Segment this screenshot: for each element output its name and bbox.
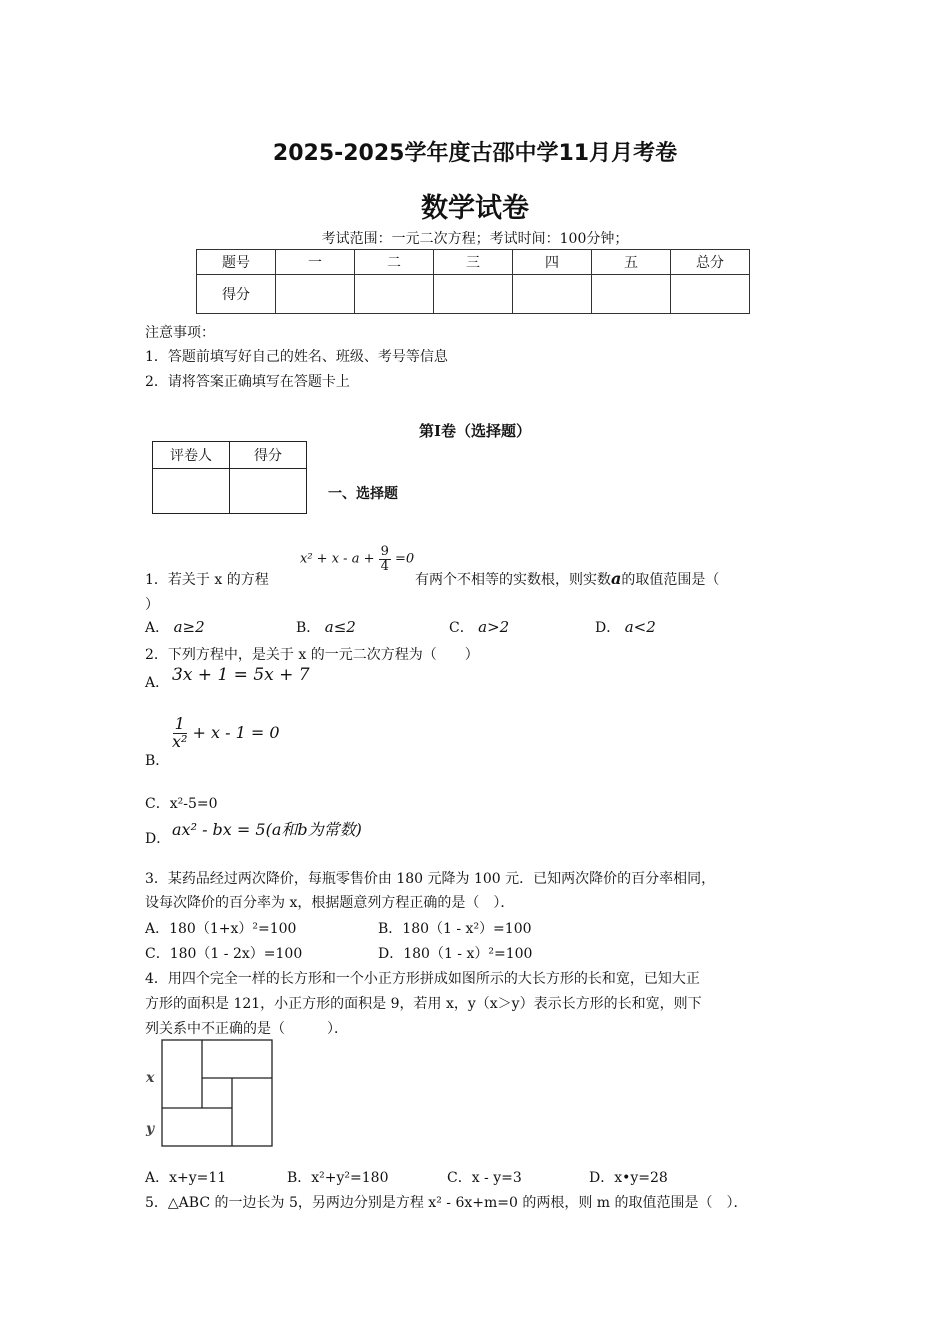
score-header: 三 xyxy=(434,250,513,275)
score-cell xyxy=(355,275,434,314)
exam-title: 2025-2025学年度古邵中学11月月考卷 xyxy=(272,141,678,166)
score-cell xyxy=(276,275,355,314)
q4-option-b: B．x²+y²=180 xyxy=(287,1170,389,1186)
q4-option-d: D．x•y=28 xyxy=(589,1170,668,1186)
q3-option-b: B．180（1 - x²）=100 xyxy=(378,921,532,937)
q4-stem-line1: 4．用四个完全一样的长方形和一个小正方形拼成如图所示的大长方形的长和宽，已知大正 xyxy=(145,971,700,987)
q2-option-c: C．x²-5=0 xyxy=(145,796,218,812)
q1-stem-start: 1．若关于 x 的方程 xyxy=(145,572,269,588)
q1-stem-rest: 有两个不相等的实数根，则实数a的取值范围是（ xyxy=(415,569,720,588)
score-cell xyxy=(434,275,513,314)
exam-info: 考试范围：一元二次方程；考试时间：100分钟； xyxy=(321,231,629,247)
q3-stem-line1: 3．某药品经过两次降价，每瓶零售价由 180 元降为 100 元．已知两次降价的百分率相同， xyxy=(145,871,716,887)
note-item: 1．答题前填写好自己的姓名、班级、考号等信息 xyxy=(145,349,448,365)
score-header: 四 xyxy=(513,250,592,275)
q3-stem-line2: 设每次降价的百分率为 x，根据题意列方程正确的是（ ）． xyxy=(145,895,515,911)
note-item: 2．请将答案正确填写在答题卡上 xyxy=(145,374,350,390)
q4-option-a: A．x+y=11 xyxy=(145,1170,227,1186)
q4-stem-line2: 方形的面积是 121，小正方形的面积是 9，若用 x，y（x＞y）表示长方形的长和宽，则下 xyxy=(145,996,702,1012)
grader-header: 评卷人 xyxy=(153,442,230,469)
q1-option-d: D． a<2 xyxy=(595,618,656,636)
grader-table xyxy=(152,441,307,514)
part-title: 一、选择题 xyxy=(328,486,398,502)
score-cell xyxy=(671,275,750,314)
score-header: 题号 xyxy=(197,250,276,275)
score-header: 总分 xyxy=(671,250,750,275)
q1-option-c: C． a>2 xyxy=(449,618,510,636)
grader-cell xyxy=(230,469,307,514)
score-header: 五 xyxy=(592,250,671,275)
q2-option-d: ax² - bx = 5(a和b为常数) xyxy=(172,820,362,839)
q4-stem-line3: 列关系中不正确的是（ ）． xyxy=(145,1021,348,1037)
q3-option-c: C．180（1 - 2x）=100 xyxy=(145,946,303,962)
q1-option-a: A． a≥2 xyxy=(145,618,205,636)
q2-option-d-label: D． xyxy=(145,831,171,847)
score-cell xyxy=(592,275,671,314)
q2-option-a-label: A． xyxy=(145,675,170,691)
score-cell xyxy=(513,275,592,314)
q4-option-c: C．x - y=3 xyxy=(447,1170,522,1186)
q2-option-b-label: B． xyxy=(145,753,170,769)
q3-option-a: A．180（1+x）²=100 xyxy=(145,921,297,937)
grader-header: 得分 xyxy=(230,442,307,469)
score-table xyxy=(196,249,750,314)
notes-title: 注意事项： xyxy=(145,325,215,341)
q3-option-d: D．180（1 - x）²=100 xyxy=(378,946,533,962)
section-title: 第I卷（选择题） xyxy=(418,422,532,440)
score-row-label: 得分 xyxy=(197,275,276,314)
q2-stem: 2．下列方程中，是关于 x 的一元二次方程为（ ） xyxy=(145,647,479,663)
q1-equation: x² + x - a + $\frac{9}{4}$ =0 xyxy=(300,544,415,574)
score-header: 一 xyxy=(276,250,355,275)
q4-figure xyxy=(140,1036,280,1152)
fig-label-y: y xyxy=(146,1121,155,1137)
grader-cell xyxy=(153,469,230,514)
q2-option-a: 3x + 1 = 5x + 7 xyxy=(172,665,310,685)
score-header: 二 xyxy=(355,250,434,275)
q2-option-b: $\frac{1}{\text{x²}}$ + x - 1 = 0 xyxy=(172,714,280,751)
fig-label-x: x xyxy=(146,1070,155,1086)
q5-stem: 5．△ABC 的一边长为 5，另两边分别是方程 x² - 6x+m=0 的两根，则 m 的取值范围是（ ）． xyxy=(145,1195,748,1211)
q1-stem-close: ） xyxy=(145,597,159,613)
subject-title: 数学试卷 xyxy=(421,193,529,224)
q1-option-b: B． a≤2 xyxy=(296,618,356,636)
